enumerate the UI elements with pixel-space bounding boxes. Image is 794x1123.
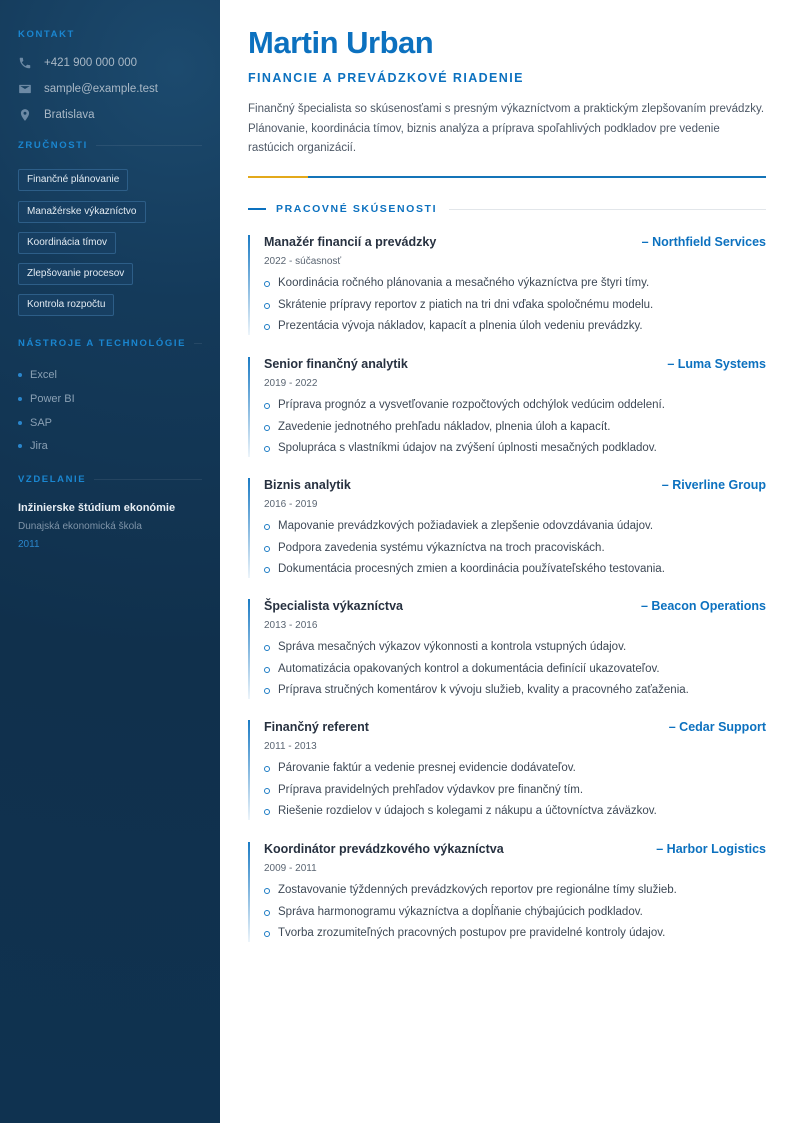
- job-bullet: Skrátenie prípravy reportov z piatich na tri dni vďaka spoločnému modelu.: [264, 295, 764, 317]
- job-bullet: Príprava pravidelných prehľadov výdavkov pre finančný tím.: [264, 780, 764, 802]
- job-bullet: Mapovanie prevádzkových požiadaviek a zlepšenie odovzdávania údajov.: [264, 516, 764, 538]
- section-rule: [449, 209, 766, 210]
- job-bullet: Prezentácia vývoja nákladov, kapacít a plnenia úloh vedeniu prevádzky.: [264, 316, 764, 338]
- job-bullet: Zostavovanie týždenných prevádzkových reportov pre regionálne tímy služieb.: [264, 880, 764, 902]
- phone-text: +421 900 000 000: [44, 57, 138, 69]
- profile-summary: Finančný špecialista so skúsenosťami s presným výkazníctvom a praktickým zlepšovaním prevádzky. Plánovanie, koordinácia tímov, biznis analýza a príprava spoľahlivých podkladov pre vedenie rastúcich organizácií.: [248, 103, 765, 154]
- job-timeline-bar: [248, 599, 250, 699]
- email-text: sample@example.test: [44, 83, 158, 95]
- skills-heading: [18, 140, 202, 151]
- job-title: Manažér financií a prevádzky: [264, 235, 437, 249]
- job-bullet: Koordinácia ročného plánovania a mesačného výkazníctva pre štyri tímy.: [264, 273, 764, 295]
- job-company: – Riverline Group: [661, 478, 766, 492]
- education-heading-label: VZDELANIE: [18, 474, 87, 485]
- job-bullet: Párovanie faktúr a vedenie presnej evidencie dodávateľov.: [264, 758, 764, 780]
- tool-item: [18, 440, 48, 452]
- job-bullet: Zavedenie jednotného prehľadu nákladov, plnenia úloh a kapacít.: [264, 417, 764, 439]
- experience-heading: [248, 203, 766, 215]
- job-bullets: [264, 516, 764, 581]
- job-bullets: [264, 880, 764, 945]
- job-company: – Cedar Support: [668, 720, 766, 734]
- bullet-dot: [18, 373, 22, 377]
- job-timeline-bar: [248, 235, 250, 335]
- sidebar: [0, 0, 220, 1123]
- job-company: – Harbor Logistics: [656, 842, 766, 856]
- job-timeline-bar: [248, 357, 250, 457]
- phone-icon: [18, 56, 32, 70]
- job-bullets: [264, 273, 764, 338]
- job-dates: 2019 - 2022: [264, 378, 318, 389]
- job-bullet: Správa harmonogramu výkazníctva a dopĺňanie chýbajúcich podkladov.: [264, 902, 764, 924]
- contact-email: [18, 82, 158, 96]
- contact-heading-label: KONTAKT: [18, 29, 75, 40]
- job-bullet: Spolupráca s vlastníkmi údajov na zvýšení úplnosti mesačných podkladov.: [264, 438, 764, 460]
- job-dates: 2022 - súčasnosť: [264, 256, 342, 267]
- experience-heading-label: PRACOVNÉ SKÚSENOSTI: [276, 203, 438, 215]
- section-lead-line: [248, 208, 266, 210]
- skills-heading-rule: [96, 145, 202, 146]
- contact-phone: [18, 56, 137, 70]
- tool-item: [18, 393, 75, 405]
- job-title: Finančný referent: [264, 720, 369, 734]
- job-bullet: Príprava stručných komentárov k vývoju služieb, kvality a pracovného zaťaženia.: [264, 680, 764, 702]
- job-bullets: [264, 758, 764, 823]
- location-pin-icon: [18, 108, 32, 122]
- skill-tag: Finančné plánovanie: [18, 169, 128, 191]
- job-title: Biznis analytik: [264, 478, 351, 492]
- job-bullets: [264, 637, 764, 702]
- tool-label: Jira: [30, 440, 48, 452]
- tool-item: [18, 369, 57, 381]
- contact-heading: [18, 29, 202, 40]
- job-timeline-bar: [248, 478, 250, 578]
- bullet-dot: [18, 397, 22, 401]
- education-heading-rule: [94, 479, 202, 480]
- skills-heading-label: ZRUČNOSTI: [18, 140, 88, 151]
- job-title: Senior finančný analytik: [264, 357, 408, 371]
- job-dates: 2016 - 2019: [264, 499, 318, 510]
- skill-tag: Zlepšovanie procesov: [18, 263, 133, 285]
- divider-accent: [248, 176, 308, 178]
- skill-tag: Kontrola rozpočtu: [18, 294, 114, 316]
- education-school: Dunajská ekonomická škola: [18, 521, 142, 532]
- header-divider: [248, 176, 766, 178]
- job-timeline-bar: [248, 720, 250, 820]
- contact-location: [18, 108, 95, 122]
- tool-item: [18, 417, 52, 429]
- job-dates: 2009 - 2011: [264, 863, 317, 874]
- education-heading: [18, 474, 202, 485]
- candidate-name: Martin Urban: [248, 25, 434, 60]
- job-bullet: Dokumentácia procesných zmien a koordinácia používateľského testovania.: [264, 559, 764, 581]
- job-company: – Beacon Operations: [640, 599, 766, 613]
- tool-label: Power BI: [30, 393, 75, 405]
- skill-tag: Koordinácia tímov: [18, 232, 116, 254]
- tool-label: SAP: [30, 417, 53, 429]
- job-company: – Northfield Services: [641, 235, 766, 249]
- job-bullet: Tvorba zrozumiteľných pracovných postupov pre pravidelné kontroly údajov.: [264, 923, 764, 945]
- bullet-dot: [18, 421, 22, 425]
- mail-icon: [18, 82, 32, 96]
- job-bullets: [264, 395, 764, 460]
- tool-label: Excel: [30, 369, 57, 381]
- candidate-role: FINANCIE A PREVÁDZKOVÉ RIADENIE: [248, 71, 524, 85]
- job-bullet: Automatizácia opakovaných kontrol a dokumentácia definícií ukazovateľov.: [264, 659, 764, 681]
- education-year: 2011: [18, 539, 40, 550]
- skill-tag: Manažérske výkazníctvo: [18, 201, 146, 223]
- job-dates: 2011 - 2013: [264, 741, 317, 752]
- job-dates: 2013 - 2016: [264, 620, 318, 631]
- tools-heading-rule: [194, 343, 202, 344]
- education-degree: Inžinierske štúdium ekonómie: [18, 502, 176, 514]
- location-text: Bratislava: [44, 109, 95, 121]
- tools-heading: [18, 338, 202, 349]
- job-timeline-bar: [248, 842, 250, 942]
- job-title: Špecialista výkazníctva: [264, 599, 403, 613]
- bullet-dot: [18, 444, 22, 448]
- job-bullet: Podpora zavedenia systému výkazníctva na troch pracoviskách.: [264, 538, 764, 560]
- job-company: – Luma Systems: [667, 357, 766, 371]
- job-bullet: Riešenie rozdielov v údajoch s kolegami z nákupu a účtovníctva záväzkov.: [264, 801, 764, 823]
- job-bullet: Správa mesačných výkazov výkonnosti a kontrola vstupných údajov.: [264, 637, 764, 659]
- tools-heading-label: NÁSTROJE A TECHNOLÓGIE: [18, 338, 187, 349]
- job-bullet: Príprava prognóz a vysvetľovanie rozpočtových odchýlok vedúcim oddelení.: [264, 395, 764, 417]
- job-title: Koordinátor prevádzkového výkazníctva: [264, 842, 504, 856]
